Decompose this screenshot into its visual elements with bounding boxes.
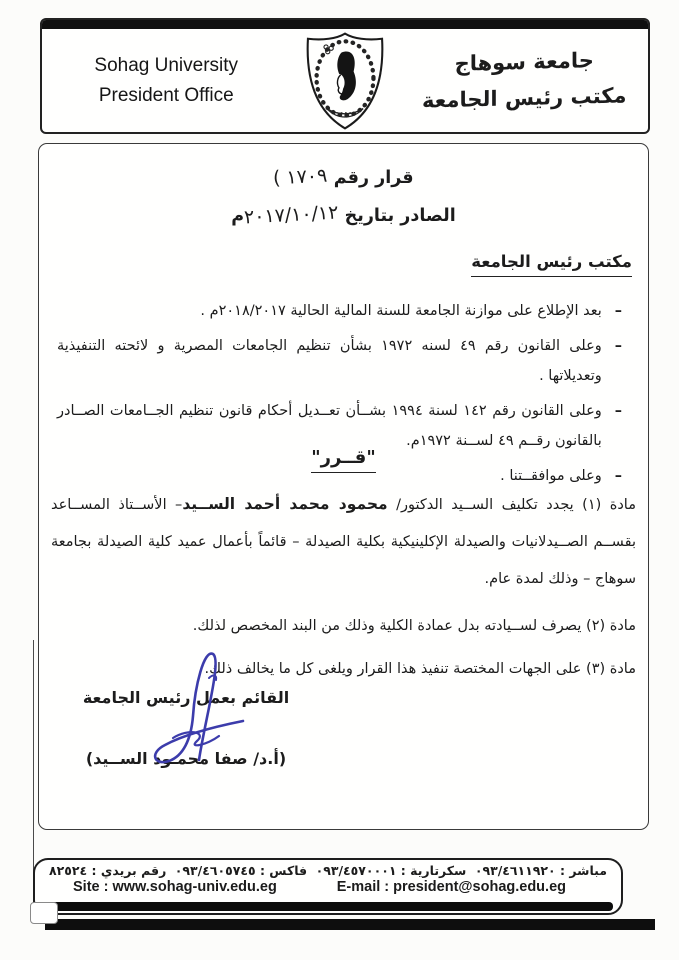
- dash-bullet-icon: –: [614, 468, 622, 484]
- signatory-title: القائم بعمل رئيس الجامعة: [82, 688, 290, 707]
- university-name-line1: Sohag University: [94, 55, 239, 77]
- footer-web-line: [35, 879, 621, 895]
- decree-body-box: [38, 143, 649, 830]
- articles: [51, 486, 636, 691]
- preamble-text: وعلى موافقــتنا .: [500, 468, 602, 484]
- decree-date-handwritten: ٢٠١٧/١٠/١٢: [243, 201, 340, 229]
- decree-number-line: [39, 166, 648, 188]
- university-logo: [290, 31, 399, 131]
- dash-bullet-icon: –: [614, 303, 622, 319]
- letterhead-top-strip: [42, 20, 648, 29]
- article-2: مادة (٢) يصرف لســيادته بدل عمادة الكلية وذلك من البند المخصص لذلك.: [192, 618, 636, 634]
- decree-number-handwritten: ( ١٧٠٩: [272, 164, 329, 190]
- appointee-name: محمود محمد أحمد الســيد: [182, 495, 388, 513]
- article-3: مادة (٣) على الجهات المختصة تنفيذ هذا القرار ويلغى كل ما يخالف ذلك.: [204, 661, 636, 677]
- shield-emblem-icon: [299, 31, 391, 131]
- page-bottom-black-bar: [45, 919, 655, 930]
- footer-phone-line: [35, 863, 621, 878]
- university-name-arabic-line1: جامعة سوهاج: [454, 47, 594, 76]
- footer-contact-box: [33, 858, 623, 915]
- decree-date-line: [39, 201, 648, 229]
- footer-email: E-mail : president@sohag.edu.eg: [336, 879, 566, 895]
- signatory-name: (أ.د/ صفا محمـود الســيد): [85, 749, 287, 768]
- resolution-heading: "قــرر": [39, 447, 648, 468]
- preamble-text: وعلى القانون رقم ٤٩ لسنه ١٩٧٢ بشأن تنظيم الجامعات المصرية و لائحته التنفيذية وتعديلاتها .: [57, 338, 602, 384]
- dash-bullet-icon: –: [614, 338, 622, 354]
- preamble-text: بعد الإطلاع على موازنة الجامعة للسنة المالية الحالية ٢٠١٨/٢٠١٧م .: [200, 303, 602, 319]
- footer-fax: فاكس : ٠٩٣/٤٦٠٥٧٤٥: [174, 863, 308, 878]
- university-name-arabic: [400, 42, 648, 120]
- footer-direct-phone: مباشر : ٠٩٣/٤٦١١٩٢٠: [474, 863, 607, 878]
- decree-date-suffix: م: [231, 206, 245, 226]
- office-name-arabic-line2: مكتب رئيس الجامعة: [421, 82, 627, 113]
- footer-site-url: Site : www.sohag-univ.edu.eg: [73, 879, 277, 895]
- footer-black-bar: [43, 902, 613, 911]
- university-name-english: [42, 51, 290, 110]
- decree-number-label: قرار رقم: [333, 168, 414, 188]
- decree-date-label: الصادر بتاريخ: [344, 206, 456, 226]
- dash-bullet-icon: –: [614, 403, 622, 419]
- signature-block: [67, 688, 305, 768]
- footer-secretariat-phone: سكرتارية : ٠٩٣/٤٥٧٠٠٠١: [315, 863, 467, 878]
- preamble-text: وعلى القانون رقم ١٤٢ لسنة ١٩٩٤ بشــأن تعــديل أحكام قانون تنظيم الجــامعات الصــادر بالقانون رقــم ٤٩ لســنة ١٩٧٢م.: [57, 403, 602, 449]
- office-heading: مكتب رئيس الجامعة: [471, 252, 632, 277]
- preamble-item: [57, 296, 622, 326]
- scan-artifact-nub: [30, 902, 58, 924]
- footer-postal-code: رقم بريدي : ٨٢٥٢٤: [49, 863, 167, 878]
- office-name-line2: President Office: [98, 84, 234, 106]
- article-1: مادة (١) يجدد تكليف الســيد الدكتور/ محمود محمد أحمد الســيد– الأســتاذ المســاعد بقســم الصــيدلانيات والصيدلة الإكلينيكية بكلية الصيدلة – قائماً بأعمال عميد كلية الصيدلة بجامعة سوهاج – وذلك لمدة عام.: [51, 495, 636, 587]
- letterhead-box: [40, 18, 650, 134]
- preamble-item: [57, 331, 622, 391]
